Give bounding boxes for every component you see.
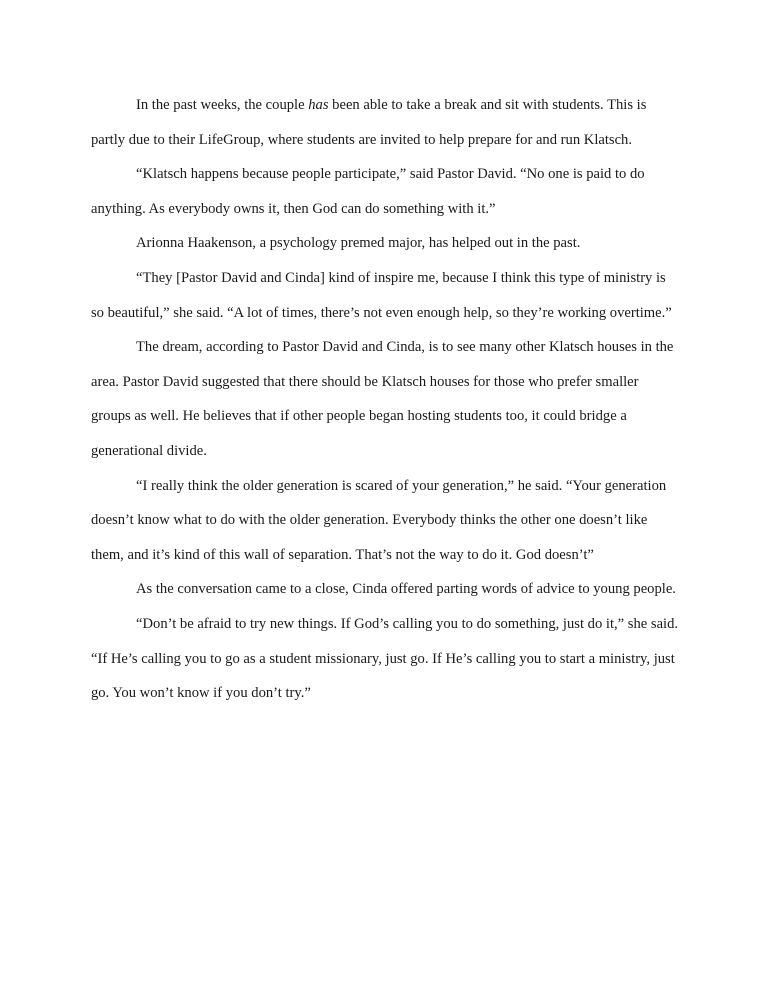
paragraph-5: The dream, according to Pastor David and Cinda, is to see many other Klatsch houses in the area. Pastor David suggested that there should be Klatsch houses for those who prefer smaller groups as well. He believes that if other people began hosting students too, it could bridge a generational divide. (91, 339, 674, 459)
paragraph-4: “They [Pastor David and Cinda] kind of inspire me, because I think this type of ministry is so beautiful,” she said. “A lot of times, there’s not even enough help, so they’re working overtime.” (91, 269, 672, 321)
article-body (91, 88, 681, 711)
paragraph-1-text-end: been able to take a break and sit with students. This is partly due to their LifeGroup, where students are invited to help prepare for and run Klatsch. (91, 97, 647, 148)
paragraph-1-text-start: In the past weeks, the couple (136, 97, 309, 113)
paragraph-6: “I really think the older generation is scared of your generation,” he said. “Your generation doesn’t know what to do with the older generation. Everybody thinks the other one doesn’t like them, and it’s kind of this wall of separation. That’s not the way to do it. God doesn’t” (91, 477, 667, 563)
paragraph-7: As the conversation came to a close, Cinda offered parting words of advice to young people. (136, 581, 676, 598)
paragraph-2: “Klatsch happens because people participate,” said Pastor David. “No one is paid to do anything. As everybody owns it, then God can do something with it.” (91, 166, 645, 217)
paragraph-1-emphasis: has (308, 97, 329, 113)
paragraph-3: Arionna Haakenson, a psychology premed major, has helped out in the past. (136, 235, 581, 252)
paragraph-1 (91, 88, 681, 157)
paragraph-8: “Don’t be afraid to try new things. If God’s calling you to do something, just do it,” she said. “If He’s calling you to go as a student missionary, just go. If He’s calling you to start a ministry, just go. You won’t know if you don’t try.” (91, 615, 679, 702)
